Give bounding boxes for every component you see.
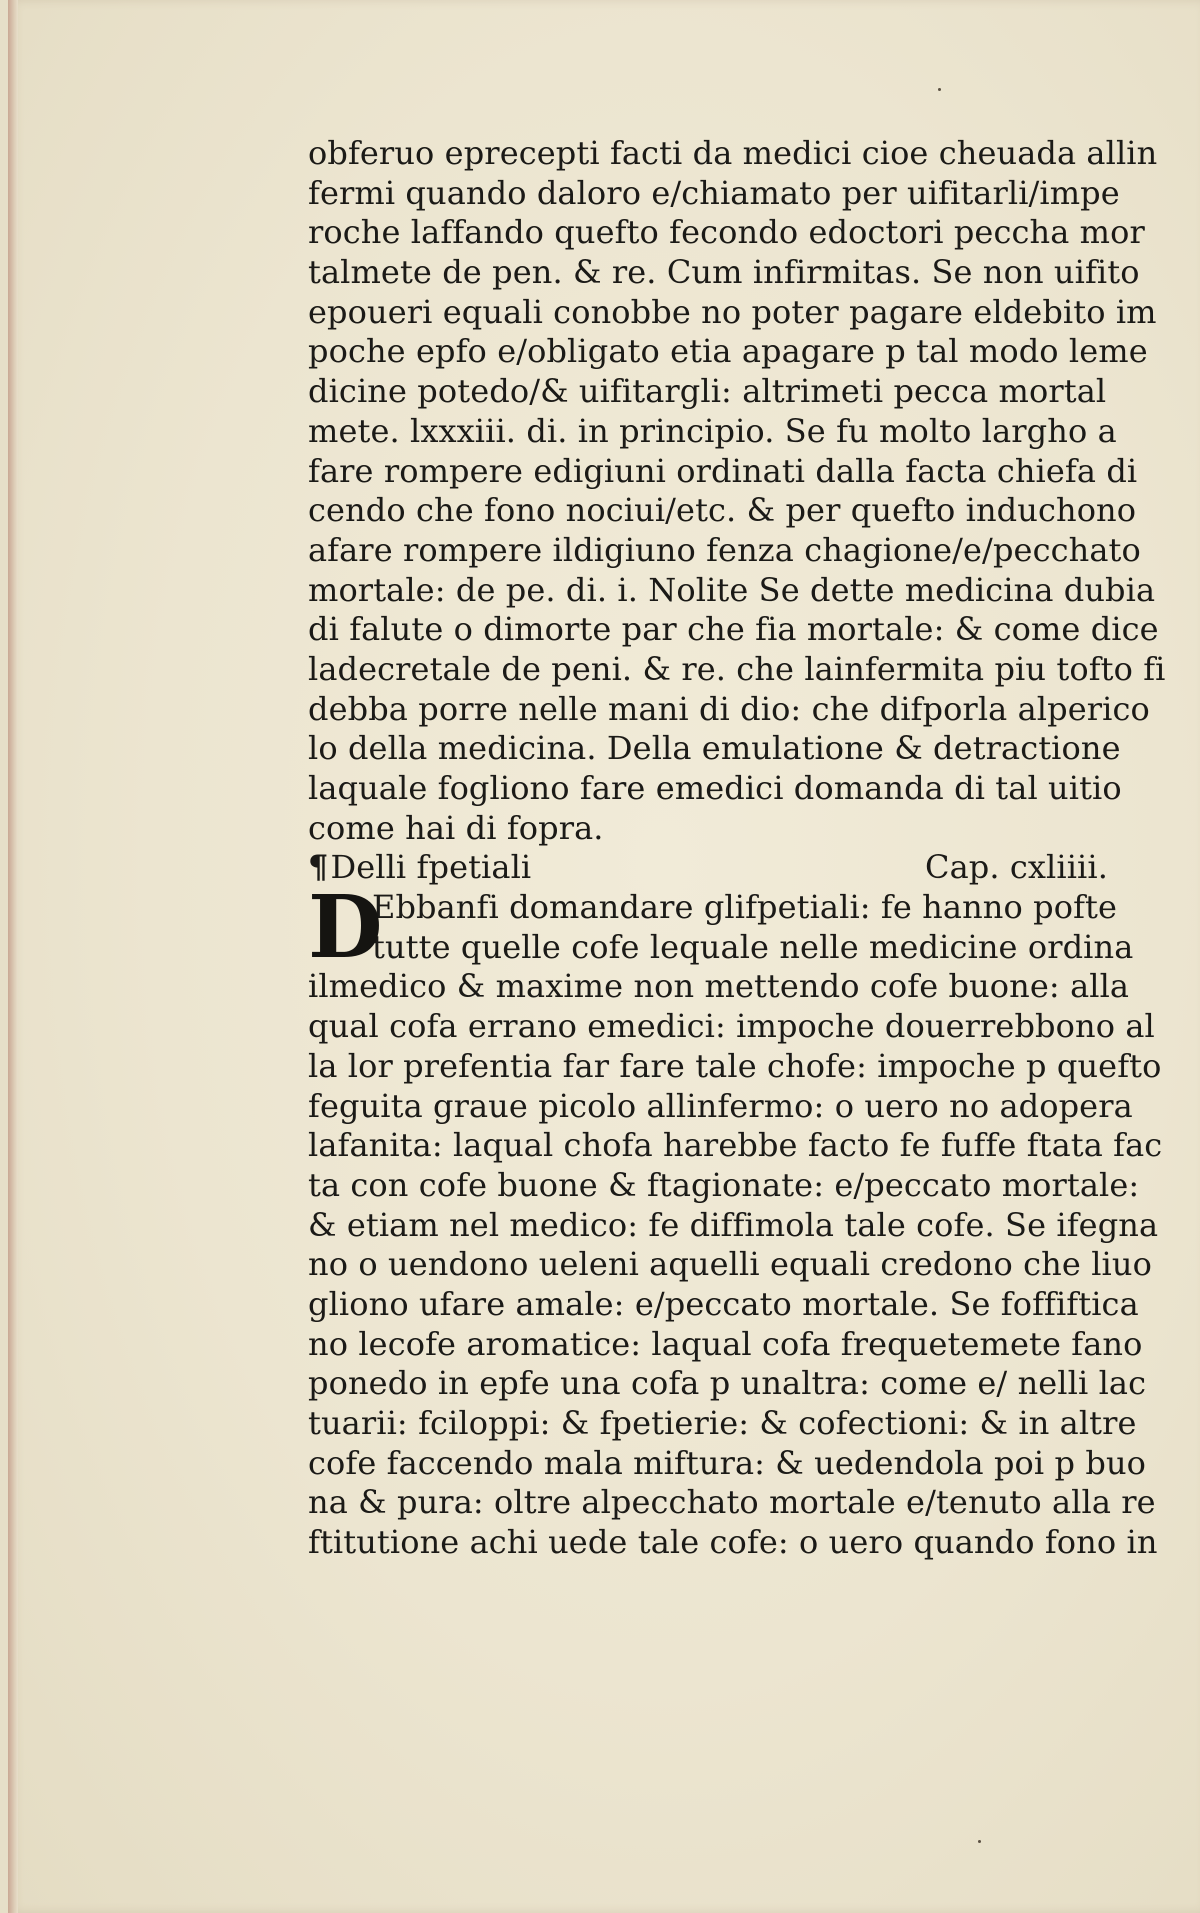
text-line: tutte quelle cofe lequale nelle medicine ordina (372, 927, 1134, 966)
text-line: mete. lxxxiii. di. in principio. Se fu molto largho a (308, 411, 1117, 450)
chapter-heading (308, 848, 1108, 888)
text-line: & etiam nel medico: fe diffimola tale cofe. Se ifegna (308, 1205, 1159, 1244)
text-line: ilmedico & maxime non mettendo cofe buone: alla (308, 967, 1130, 1006)
text-line: di falute o dimorte par che fia mortale: & come dice (308, 610, 1159, 649)
text-line: lo della medicina. Della emulatione & detractione (308, 729, 1121, 768)
text-line: ftitutione achi uede tale cofe: o uero quando fono in (308, 1523, 1158, 1562)
text-line: mortale: de pe. di. i. Nolite Se dette medicina dubia (308, 570, 1156, 609)
text-line: poche epfo e/obligato etia apagare p tal modo leme (308, 332, 1148, 371)
text-line: feguita graue picolo allinfermo: o uero no adopera (308, 1086, 1133, 1125)
text-line: talmete de pen. & re. Cum infirmitas. Se non uifito (308, 253, 1140, 292)
text-line: obferuo eprecepti facti da medici cioe cheuada allin (308, 134, 1158, 172)
chapter-opening (308, 877, 1134, 979)
text-line: Ebbanfi domandare glifpetiali: fe hanno pofte (372, 888, 1118, 927)
text-line: epoueri equali conobbe no poter pagare eldebito im (308, 292, 1157, 331)
text-line: na & pura: oltre alpecchato mortale e/tenuto alla re (308, 1483, 1156, 1522)
paper-speck (938, 88, 941, 91)
text-line: dicine potedo/& uifitargli: altrimeti pecca mortal (308, 372, 1107, 411)
main-text-column (308, 134, 1166, 1563)
text-line: no lecofe aromatice: laqual cofa frequetemete fano (308, 1324, 1143, 1363)
text-line: fare rompere edigiuni ordinati dalla facta chiefa di (308, 451, 1138, 490)
text-line: come hai di fopra. (308, 808, 604, 847)
text-line: roche laffando quefto fecondo edoctori peccha mor (308, 213, 1145, 252)
book-page (8, 0, 1200, 1913)
page-left-edge (8, 0, 18, 1913)
text-line: qual cofa errano emedici: impoche douerrebbono al (308, 1007, 1155, 1046)
text-line: debba porre nelle mani di dio: che difporla alperico (308, 689, 1150, 728)
paper-speck (978, 1840, 981, 1843)
text-line: ta con cofe buone & ftagionate: e/peccato mortale: (308, 1165, 1140, 1204)
text-line: no o uendono ueleni aquelli equali credono che liuo (308, 1245, 1152, 1284)
text-line: afare rompere ildigiuno fenza chagione/e/pecchato (308, 530, 1141, 569)
pilcrow-mark: ¶ (308, 848, 329, 887)
text-line: tuarii: fciloppi: & fpetierie: & cofectioni: & in altre (308, 1404, 1137, 1442)
chapter-title: Delli fpetiali (330, 848, 532, 887)
text-line: ponedo in epfe una cofa p unaltra: come e/ nelli lac (308, 1364, 1147, 1403)
text-line: cofe faccendo mala miftura: & uedendola poi p buo (308, 1443, 1147, 1482)
drop-cap-initial: D (308, 877, 383, 979)
text-line: fermi quando daloro e/chiamato per uifitarli/impe (308, 173, 1120, 212)
text-line: gliono ufare amale: e/peccato mortale. Se foffiftica (308, 1284, 1139, 1323)
text-line: cendo che fono nociui/etc. & per quefto induchono (308, 491, 1137, 530)
text-line: laquale fogliono fare emedici domanda di tal uitio (308, 769, 1122, 807)
text-line: ladecretale de peni. & re. che lainfermita piu tofto fi (308, 649, 1166, 688)
chapter-number: Cap. cxliiii. (924, 848, 1108, 887)
text-line: lafanita: laqual chofa harebbe facto fe fuffe ftata fac (308, 1126, 1163, 1165)
text-line: la lor prefentia far fare tale chofe: impoche p quefto (308, 1046, 1162, 1085)
